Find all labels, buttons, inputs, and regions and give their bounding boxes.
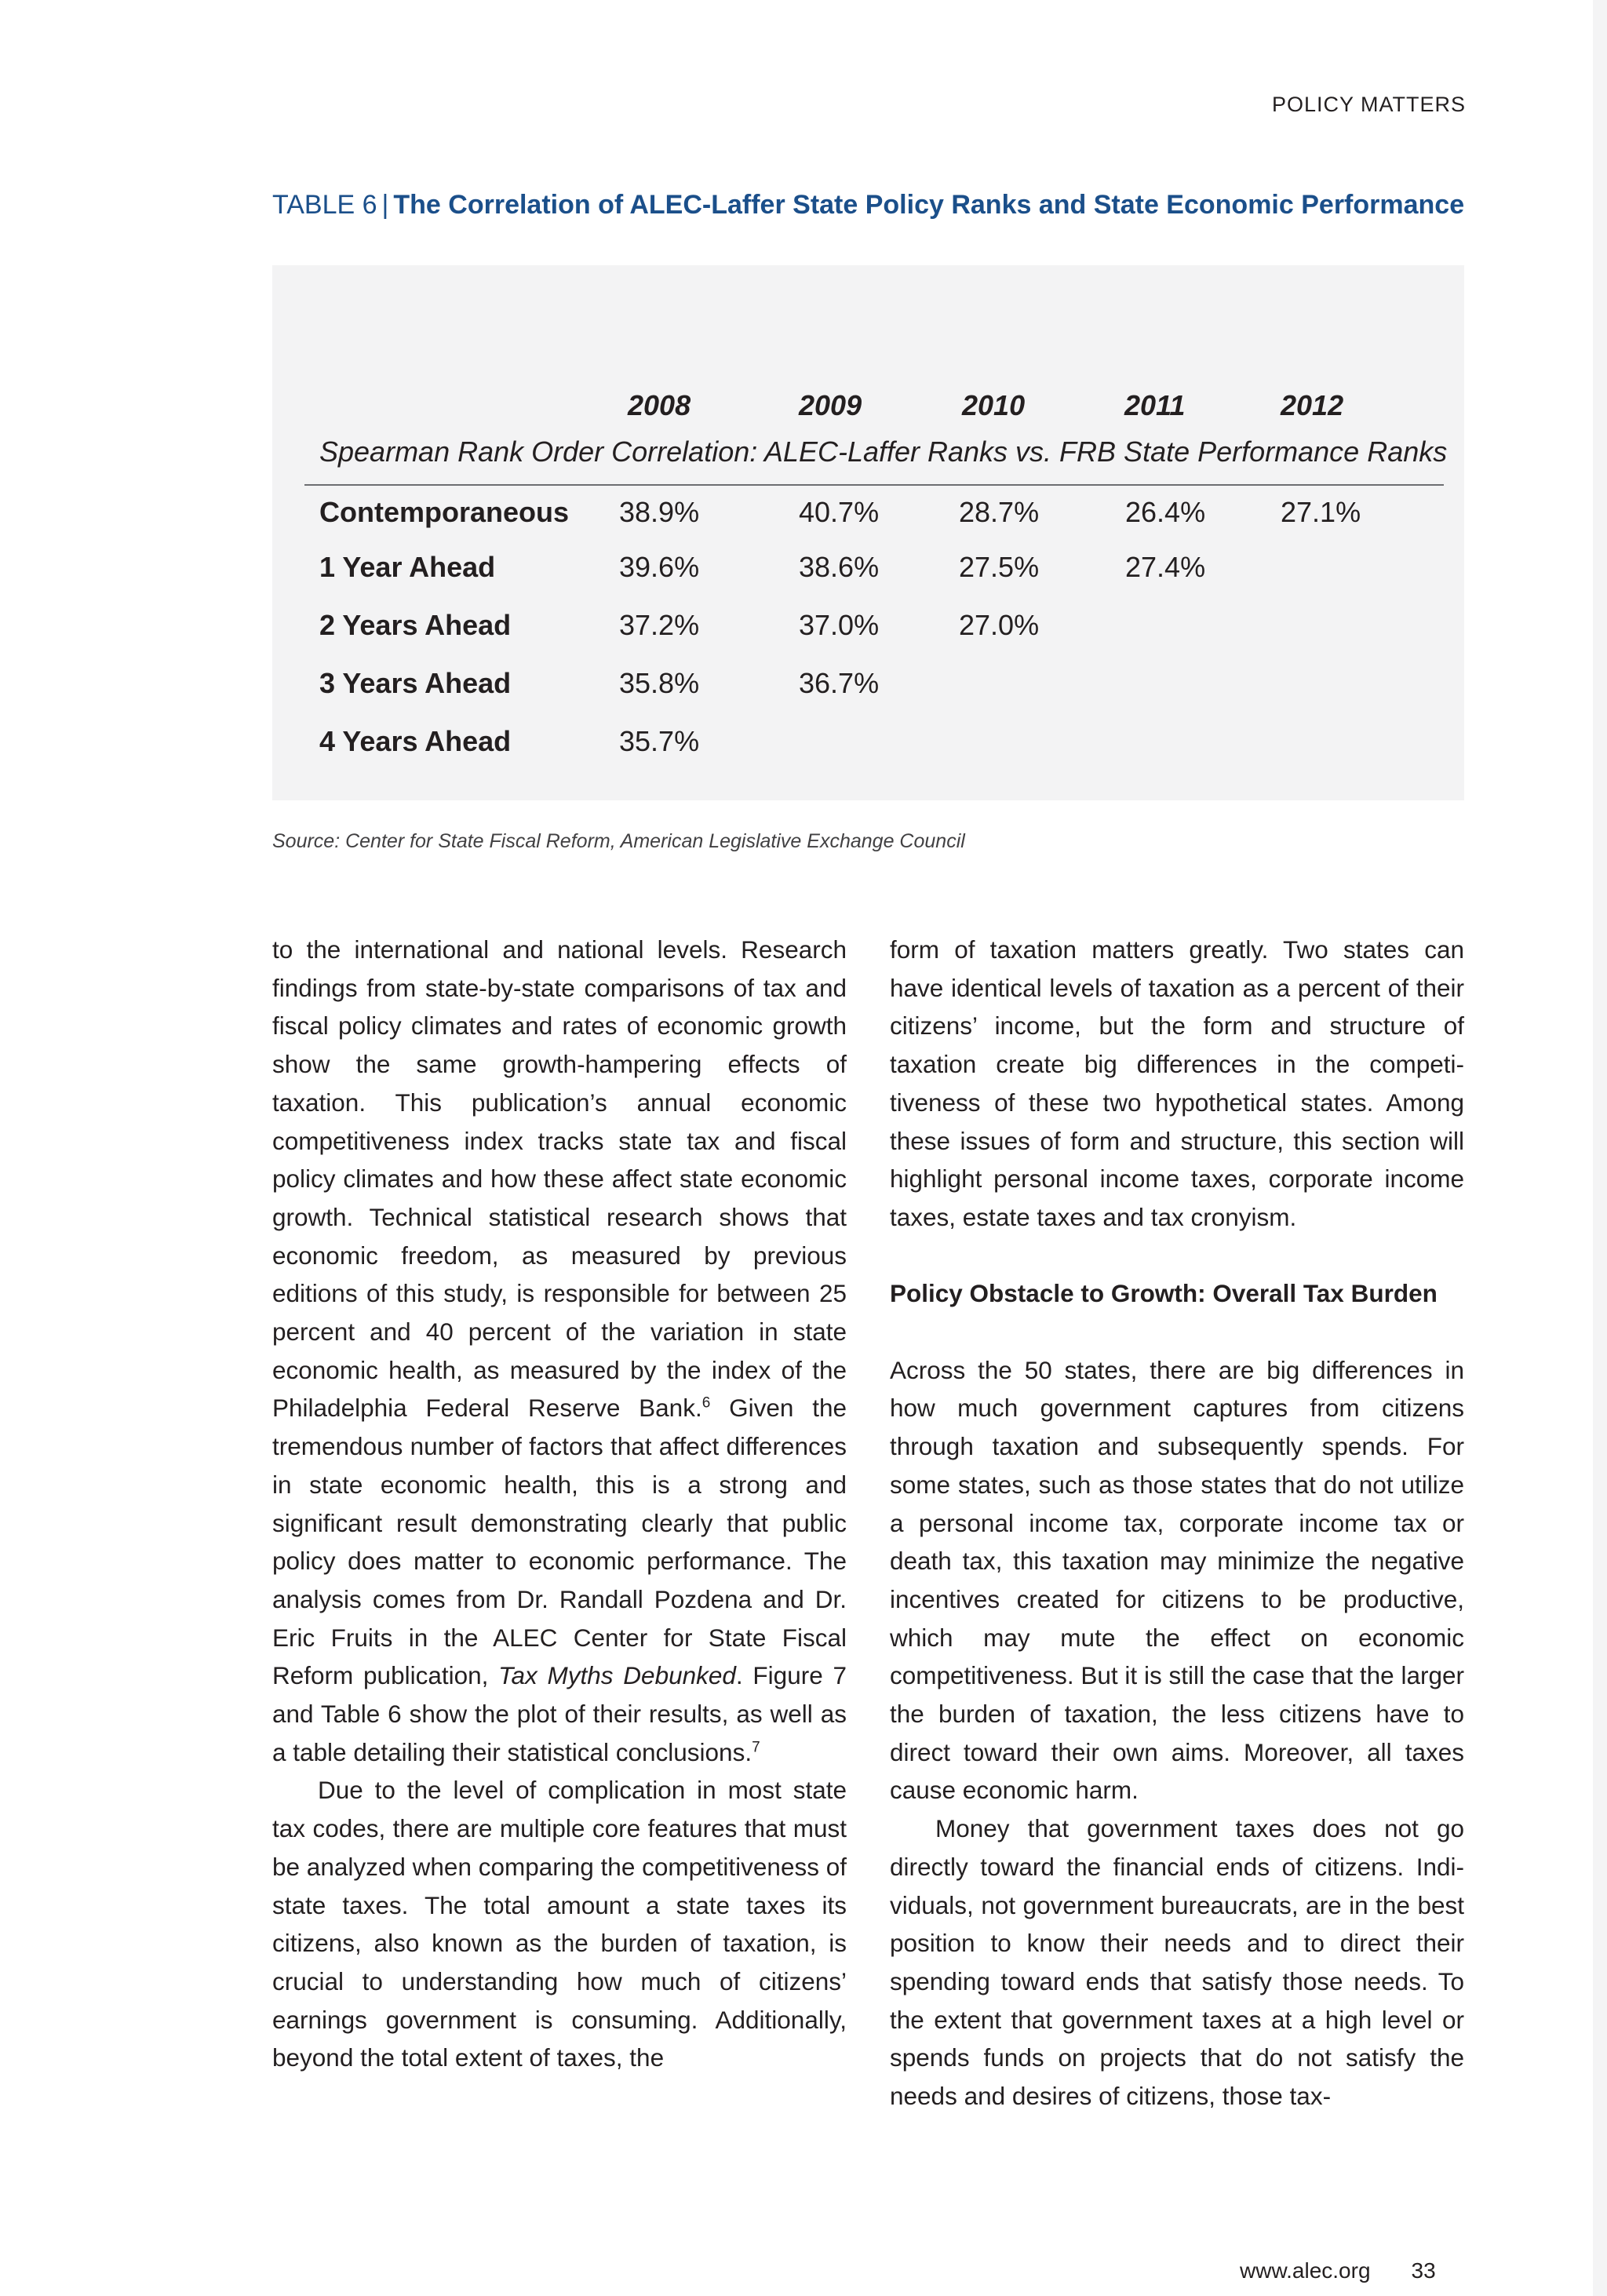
table-cell: 27.0% (959, 609, 1040, 641)
table-cell: 40.7% (799, 496, 880, 528)
table-year-header (0, 389, 1607, 427)
table-cell: 27.4% (1125, 551, 1206, 583)
row-label: 3 Years Ahead (319, 667, 512, 699)
table-row (0, 667, 1607, 706)
table-row (0, 725, 1607, 764)
table-cell: 35.7% (619, 725, 700, 757)
table-cell: 27.5% (959, 551, 1040, 583)
paragraph: Money that government taxes does not go directly toward the financial ends of citizens. Individuals, not government bureaucrats, are in the best position to know their needs and to direct their spending toward ends that satisfy those needs. To the extent that government taxes at a high level or spends funds on projects that do not satisfy the needs and desires of citizens, those tax- (890, 1814, 1464, 2111)
paragraph: form of taxation matters greatly. Two states can have identical levels of taxation as a percent of their citizens’ income, but the form and structure of taxation create big differences in the competitiveness of these two hypothetical states. Among these issues of form and structure, this section will highlight personal income taxes, corporate income taxes, estate taxes and tax cronyism. (890, 935, 1464, 1231)
table-cell: 39.6% (619, 551, 700, 583)
table-cell: 37.2% (619, 609, 700, 641)
table-subheading: Spearman Rank Order Correlation: ALEC-Laffer Ranks vs. FRB State Performance Ranks (319, 436, 1448, 468)
table-cell: 35.8% (619, 667, 700, 699)
table-cell: 37.0% (799, 609, 880, 641)
paragraph-text: . Figure 7 and Table 6 show the plot of their results, as well as a table detailing their statistical conclusions. (272, 1661, 847, 1766)
paragraph-text: Given the tremendous number of factors that affect differences in state economic health, this is a strong and significant result demonstrating clearly that public policy does matter to economic performance. The analysis comes from Dr. Randall Pozdena and Dr. Eric Fruits in the ALEC Center for State Fiscal Reform publication, (272, 1394, 847, 1690)
table-cell: 36.7% (799, 667, 880, 699)
table-row (0, 551, 1607, 590)
table-cell: 38.9% (619, 496, 700, 528)
row-label: 1 Year Ahead (319, 551, 496, 583)
row-label: 4 Years Ahead (319, 725, 512, 757)
table-row (0, 609, 1607, 648)
table-title (272, 190, 1464, 220)
footer-url: www.alec.org (1240, 2258, 1371, 2283)
paragraph (272, 931, 847, 1771)
table-source-note: Source: Center for State Fiscal Reform, American Legislative Exchange Council (272, 830, 965, 852)
page-number: 33 (1411, 2258, 1436, 2283)
table-title-text: The Correlation of ALEC-Laffer State Policy Ranks and State Economic Performance (393, 190, 1465, 220)
year-header: 2008 (628, 389, 691, 421)
table-row (0, 496, 1607, 535)
table-cell: 26.4% (1125, 496, 1206, 528)
row-label: 2 Years Ahead (319, 609, 512, 641)
paragraph: Due to the level of complication in most state tax codes, there are multiple core features that must be analyzed when comparing the competitiveness of state taxes. The total amount a state taxes its citizens, also known as the burden of taxation, is crucial to understanding how much of citizens’ earnings government is consuming. Additionally, beyond the total extent of taxes, the (272, 1776, 847, 2072)
publication-title: Tax Myths Debunked (498, 1661, 736, 1690)
table-title-separator: | (381, 190, 389, 220)
running-header: POLICY MATTERS (1271, 93, 1466, 116)
table-divider (304, 484, 1444, 486)
footnote-marker: 7 (752, 1739, 760, 1756)
table-label: TABLE 6 (272, 190, 377, 220)
year-header: 2011 (1124, 389, 1186, 421)
body-column-left (272, 931, 847, 2077)
page-edge-strip (1593, 0, 1607, 2296)
page-footer (1240, 2258, 1436, 2283)
year-header: 2010 (962, 389, 1026, 421)
table-cell: 27.1% (1281, 496, 1361, 528)
row-label: Contemporaneous (319, 496, 570, 528)
paragraph-text: to the international and national levels. Research findings from state-by-state comparisons of tax and fiscal policy climates and rates of economic growth show the same growth-hampering effects of taxation. This publication’s annual economic competitiveness index tracks state tax and fiscal policy climates and how these affect state economic growth. Technical statistical research shows that economic freedom, as measured by previous editions of this study, is responsible for between 25 percent and 40 percent of the variation in state economic health, as measured by the index of the Philadelphia Federal Reserve Bank. (272, 935, 847, 1423)
table-cell: 38.6% (799, 551, 880, 583)
table-cell: 28.7% (959, 496, 1040, 528)
footnote-marker: 6 (701, 1394, 711, 1412)
paragraph: Across the 50 states, there are big differences in how much government captures from citizens through taxation and subsequently spends. For some states, such as those states that do not utilize a personal income tax, corporate income tax or death tax, this taxation may minimize the negative incentives created for citizens to be productive, which may mute the effect on economic competitiveness. But it is still the case that the larger the burden of taxation, the less citizens have to direct toward their own aims. Moreover, all taxes cause economic harm. (890, 1355, 1464, 1805)
section-subheading: Policy Obstacle to Growth: Overall Tax Burden (890, 1279, 1438, 1308)
year-header: 2009 (799, 389, 862, 421)
year-header: 2012 (1281, 389, 1344, 421)
body-column-right (890, 931, 1464, 2116)
